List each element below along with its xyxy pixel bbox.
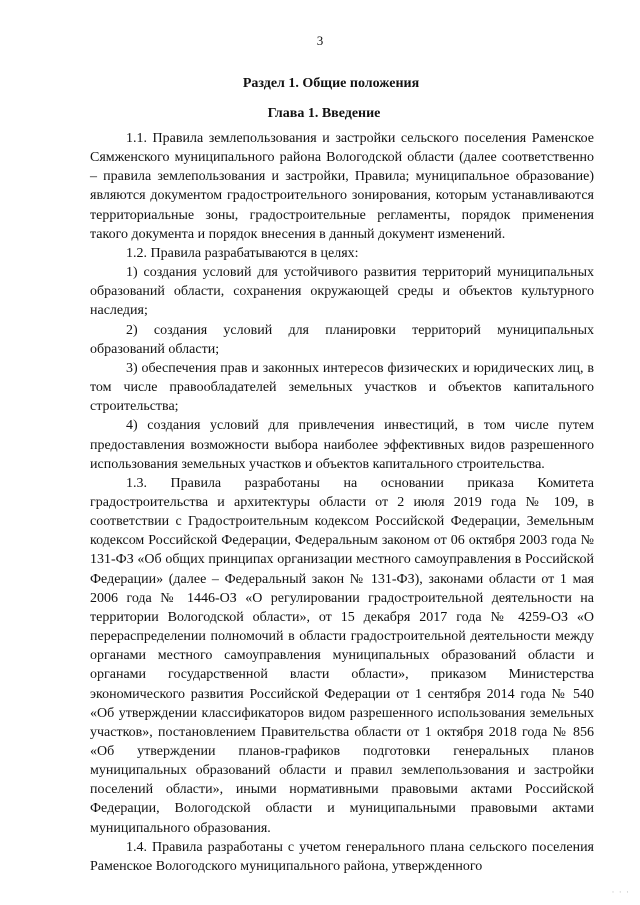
section-title: Раздел 1. Общие положения bbox=[242, 76, 420, 91]
paragraph-1-1: 1.1. Правила землепользования и застройки сельского поселения Раменское Сямженского муниципального района Вологодской области (далее соответственно – правила землепользования и застройки, Правила; муниципальное образование) являются документом градостроительного зонирования, которым устанавливаются территориальные зоны, градостроительные регламенты, порядок применения такого документа и порядок внесения в данный документ изменений. bbox=[90, 131, 594, 242]
list-item-4: 4) создания условий для привлечения инвестиций, в том числе путем предоставления возможности выбора наиболее эффективных видов разрешенного использования земельных участков и объектов капитального строительства. bbox=[90, 418, 594, 472]
document-body bbox=[90, 129, 594, 876]
paragraph-1-4: 1.4. Правила разработаны с учетом генерального плана сельского поселения Раменское Вологодского муниципального района, утвержденного bbox=[90, 839, 594, 874]
list-item-2: 2) создания условий для планировки территорий муниципальных образований области; bbox=[90, 322, 594, 357]
page-number: 3 bbox=[316, 33, 324, 48]
paragraph-1-3: 1.3. Правила разработаны на основании приказа Комитета градостроительства и архитектуры области от 2 июля 2019 года № 109, в соответствии с Градостроительным кодексом Российской Федерации, Земельным кодексом Российской Федерации, Федеральным законом от 06 октября 2003 года № 131-ФЗ «Об общих принципах организации местного самоуправления в Российской Федерации» (далее – Федеральный закон № 131-ФЗ), законами области от 1 мая 2006 года № 1446-ОЗ «О регулировании градостроительной деятельности на территории Вологодской области», от 15 декабря 2017 года № 4259-ОЗ «О перераспределении полномочий в области градостроительной деятельности между органами местного самоуправления муниципальных образований области и органами государственной власти области», приказом Министерства экономического развития Российской Федерации от 1 сентября 2014 года № 540 «Об утверждении классификаторов видом разрешенного использования земельных участков», постановлением Правительства области от 1 октября 2018 года № 856 «Об утверждении планов-графиков подготовки генеральных планов муниципальных образований области и правил землепользования и застройки поселений области», иными нормативными правовыми актами Российской Федерации, Вологодской области и муниципальными правовыми актами муниципального образования. bbox=[90, 475, 594, 836]
paragraph-1-2: 1.2. Правила разрабатываются в целях: bbox=[126, 245, 359, 261]
chapter-title: Глава 1. Введение bbox=[267, 106, 381, 121]
scan-artifact: · · · bbox=[611, 887, 630, 897]
list-item-3: 3) обеспечения прав и законных интересов физических и юридических лиц, в том числе правообладателей земельных участков и объектов капитального строительства; bbox=[90, 360, 594, 415]
list-item-1: 1) создания условий для устойчивого развития территорий муниципальных образований области, сохранения окружающей среды и объектов культурного наследия; bbox=[90, 265, 594, 319]
